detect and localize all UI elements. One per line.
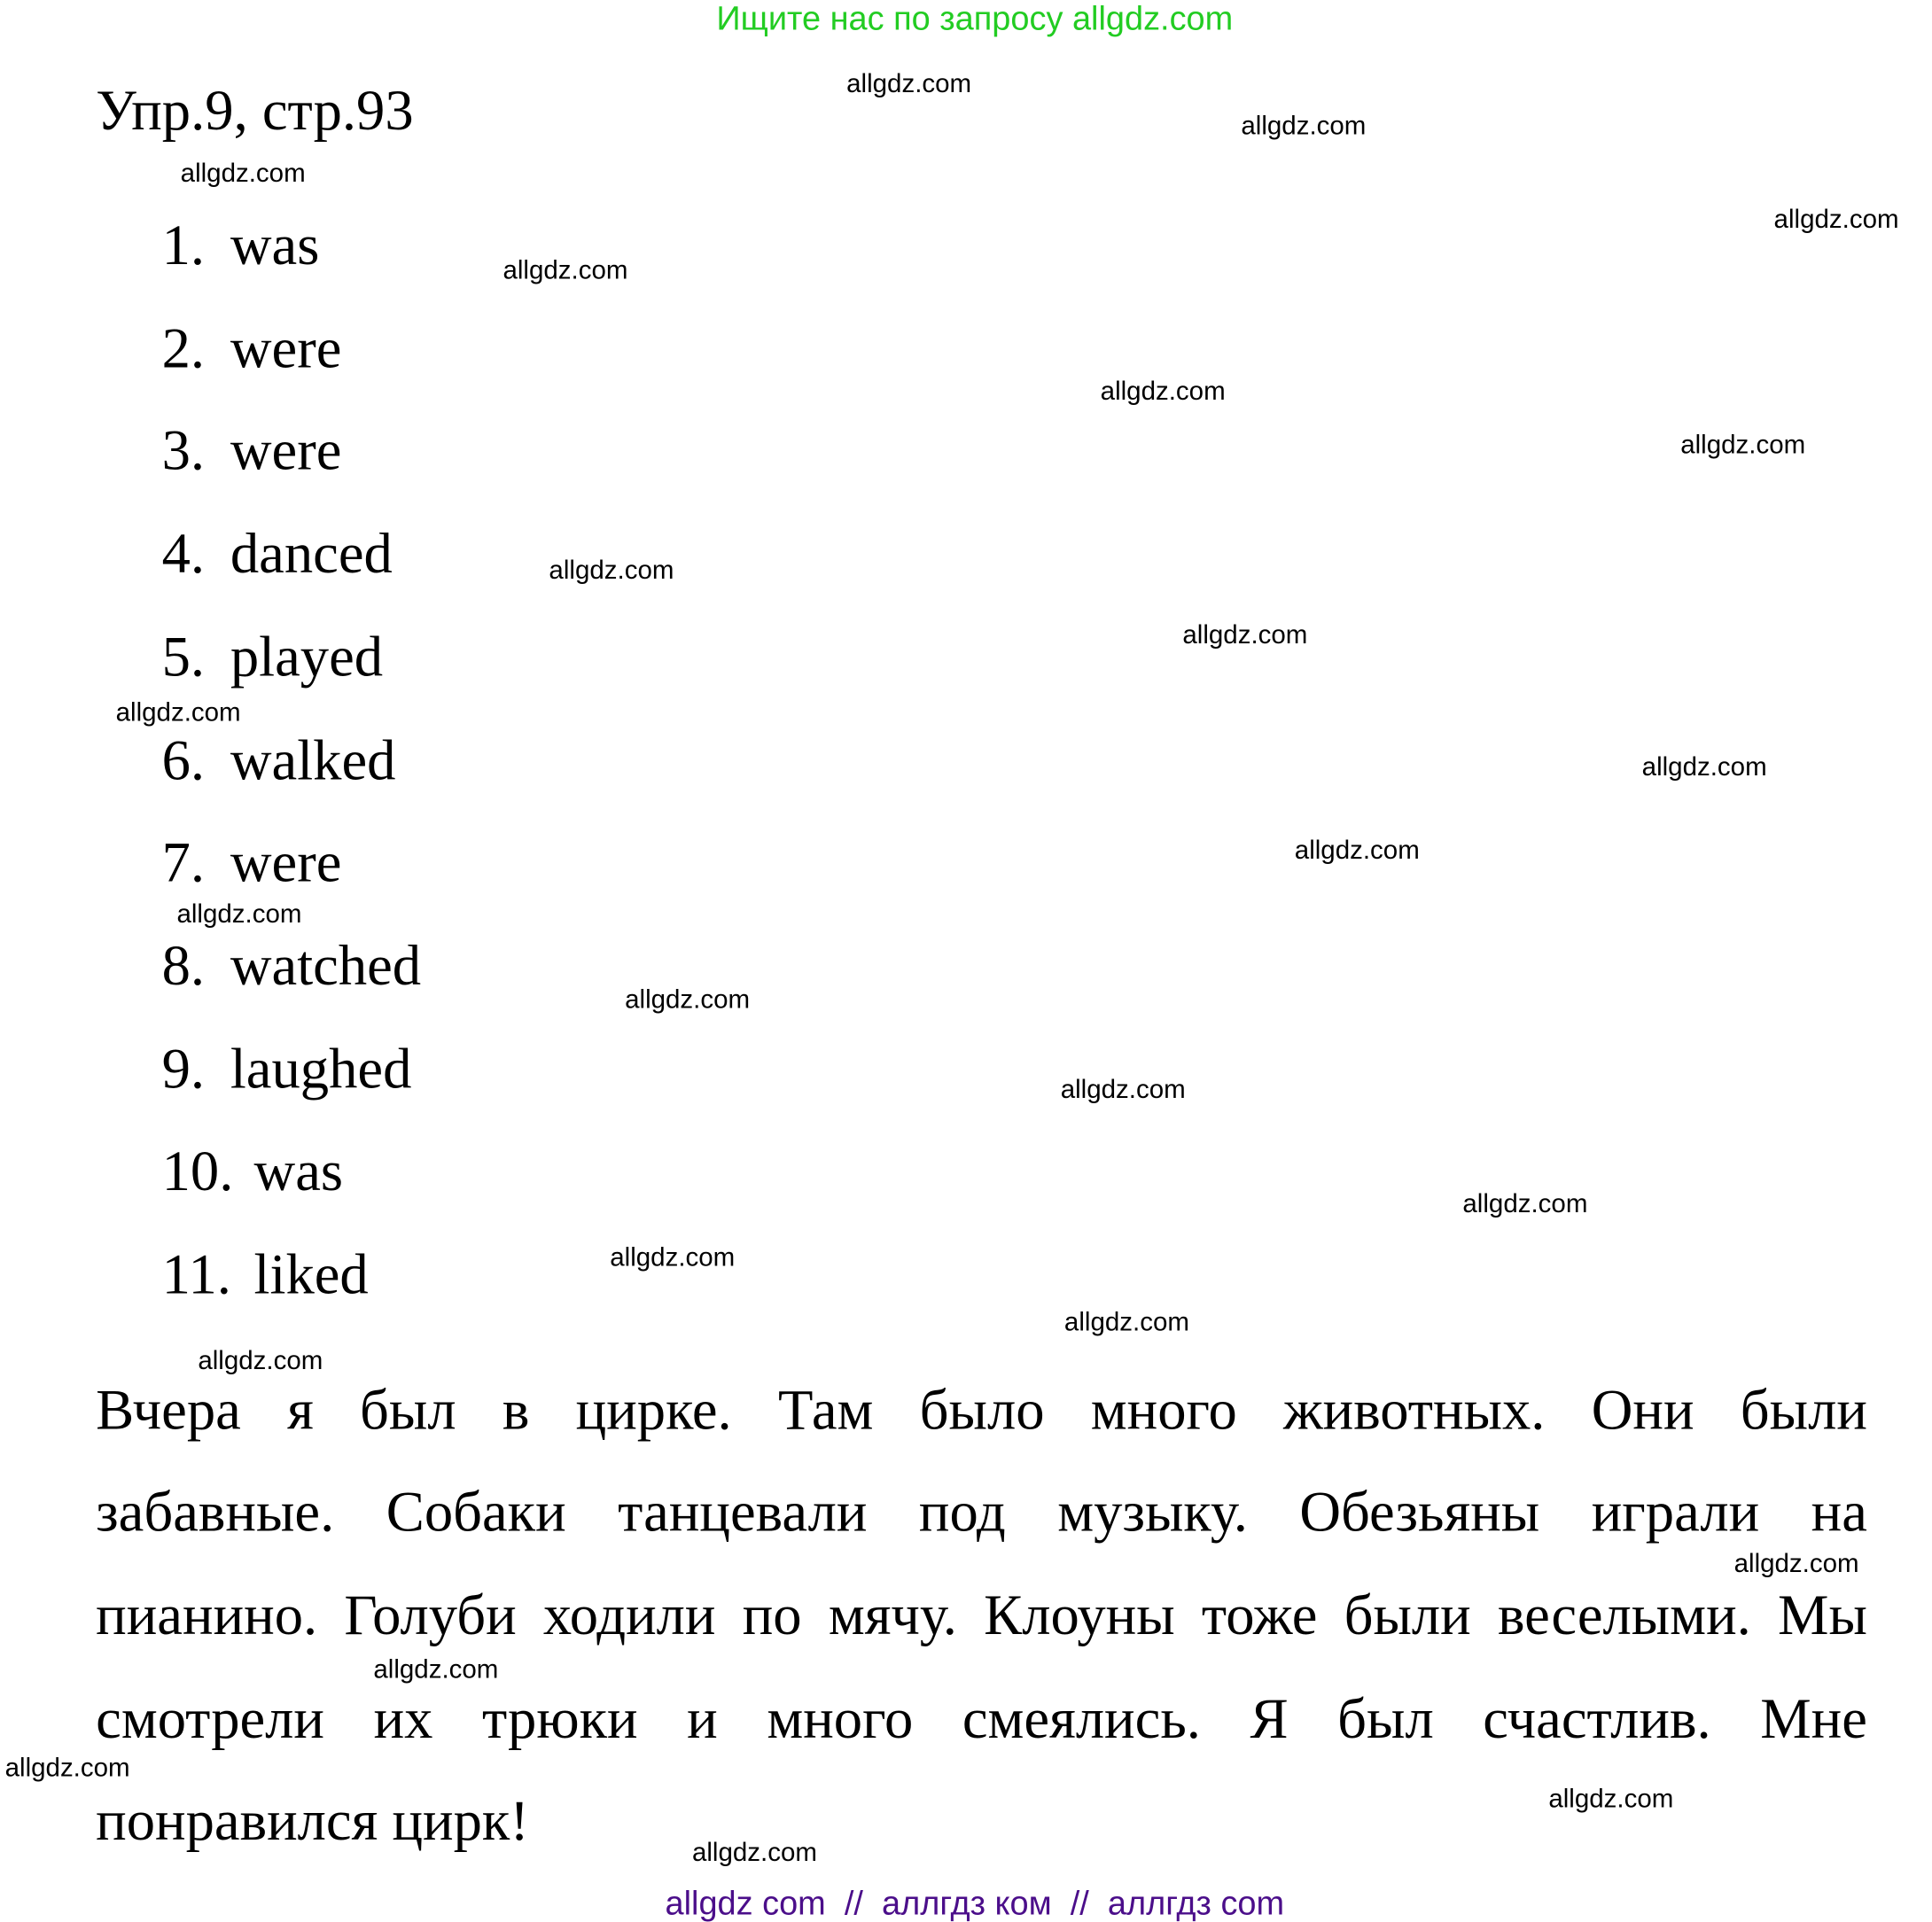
watermark: allgdz.com (502, 256, 628, 285)
watermark: allgdz.com (4, 1754, 130, 1783)
answer-word: danced (230, 521, 393, 586)
translation-line: забавные. Собаки танцевали под музыку. Обезьяны играли на (96, 1480, 1867, 1544)
answer-number: 8. (161, 933, 206, 998)
answer-word: played (230, 625, 384, 689)
answer-item (162, 419, 342, 481)
answer-number: 4. (161, 521, 206, 586)
answer-word: were (230, 417, 342, 482)
watermark: allgdz.com (1462, 1189, 1588, 1219)
exercise-title: Упр.9, стр.93 (96, 78, 414, 143)
watermark: allgdz.com (180, 159, 306, 189)
watermark: allgdz.com (176, 899, 302, 929)
answer-number: 6. (161, 728, 206, 792)
answer-word: were (230, 315, 342, 380)
answer-word: walked (230, 728, 396, 792)
watermark: allgdz.com (115, 697, 241, 728)
answer-number: 10. (161, 1139, 234, 1202)
answer-word: was (253, 1139, 344, 1202)
watermark: allgdz.com (1060, 1075, 1186, 1104)
answer-word: was (230, 213, 320, 276)
watermark: allgdz.com (1100, 377, 1226, 406)
answer-number: 11. (161, 1241, 231, 1306)
watermark: allgdz.com (1063, 1308, 1189, 1337)
answer-word: watched (230, 933, 422, 998)
answer-item (162, 214, 320, 276)
answer-item (162, 935, 422, 997)
answer-number: 7. (161, 829, 206, 894)
answer-item (162, 317, 342, 379)
translation-line: Вчера я был в цирке. Там было много животных. Они были (96, 1377, 1867, 1442)
footer-links[interactable]: allgdz com // аллгдз ком // аллгдз com (665, 1884, 1285, 1922)
watermark: allgdz.com (1294, 836, 1420, 866)
watermark: allgdz.com (625, 985, 751, 1015)
answer-item (162, 1038, 412, 1100)
answer-word: laughed (230, 1037, 412, 1101)
answer-number: 2. (161, 315, 206, 380)
answer-number: 9. (161, 1037, 206, 1101)
watermark: allgdz.com (549, 556, 674, 586)
watermark: allgdz.com (846, 69, 972, 98)
watermark: allgdz.com (1773, 205, 1899, 235)
translation-line: смотрели их трюки и много смеялись. Я был счастлив. Мне (96, 1686, 1867, 1750)
answer-word: liked (253, 1241, 369, 1306)
watermark: allgdz.com (198, 1346, 323, 1376)
answer-number: 1. (161, 213, 206, 276)
answer-item (162, 1243, 369, 1305)
answer-number: 3. (161, 417, 206, 482)
promo-header: Ищите нас по запросу allgdz.com (716, 0, 1234, 38)
watermark: allgdz.com (1548, 1785, 1674, 1814)
answer-item (162, 523, 393, 585)
watermark: allgdz.com (1241, 112, 1367, 141)
translation-line: пианино. Голуби ходили по мячу. Клоуны тоже были веселыми. Мы (96, 1583, 1867, 1647)
watermark: allgdz.com (691, 1838, 817, 1867)
watermark: allgdz.com (373, 1655, 499, 1685)
translation-line: понравился цирк! (96, 1788, 529, 1853)
answer-number: 5. (161, 625, 206, 689)
watermark: allgdz.com (1680, 430, 1806, 460)
answer-word: were (230, 829, 342, 894)
answer-item (162, 831, 342, 893)
watermark: allgdz.com (1182, 620, 1308, 650)
answer-item (162, 1140, 343, 1202)
watermark: allgdz.com (1733, 1549, 1859, 1579)
answer-item (162, 729, 396, 791)
watermark: allgdz.com (610, 1243, 736, 1272)
watermark: allgdz.com (1641, 752, 1767, 782)
answer-item (162, 626, 383, 689)
